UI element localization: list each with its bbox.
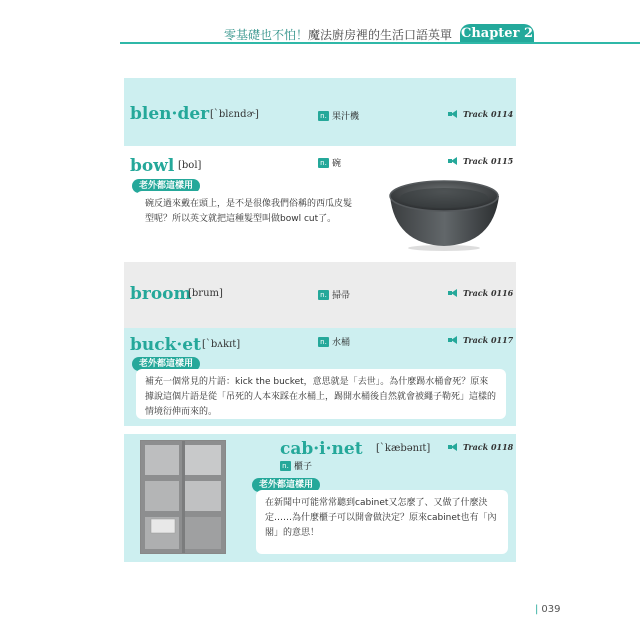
cabinet-image [140, 440, 226, 554]
track-label: Track 0115 [463, 156, 514, 166]
track-label: Track 0116 [463, 288, 514, 298]
usage-note-label: 老外都這樣用 [252, 478, 320, 492]
track-button[interactable] [448, 288, 513, 298]
header-divider [120, 42, 640, 44]
speaker-icon [448, 289, 461, 297]
chapter-tab: Chapter 2 [460, 24, 534, 44]
headword: bowl [130, 156, 175, 176]
headword: blen·der [130, 104, 210, 124]
headword: cab·i·net [280, 439, 363, 459]
track-label: Track 0117 [463, 335, 514, 345]
phonetic: [bol] [178, 160, 202, 171]
usage-note: 補充一個常見的片語：kick the bucket，意思就是「去世」。為什麼踢水桶會死？原來據說這個片語是從「吊死的人本來踩在水桶上，踢開水桶後自然就會被繩子勒死」這樣的情境衍伸而來的。 [136, 369, 506, 419]
speaker-icon [448, 443, 461, 451]
vocab-list [124, 78, 516, 562]
bowl-image [387, 178, 502, 252]
part-of-speech [318, 109, 359, 122]
meaning: 果汁機 [332, 112, 360, 122]
part-of-speech [280, 459, 312, 472]
track-button[interactable] [448, 109, 513, 119]
speaker-icon [448, 157, 461, 165]
part-of-speech [318, 335, 350, 348]
entry-blender [124, 78, 516, 146]
pos-badge: n. [280, 461, 291, 471]
pos-badge: n. [318, 290, 329, 300]
track-button[interactable] [448, 156, 513, 166]
track-label: Track 0118 [463, 442, 514, 452]
phonetic: [ˋbʌkɪt] [202, 339, 241, 350]
pos-badge: n. [318, 111, 329, 121]
track-button[interactable] [448, 442, 513, 452]
page-number [535, 604, 560, 615]
page-number-divider: | [535, 604, 539, 615]
pos-badge: n. [318, 158, 329, 168]
entry-broom [124, 262, 516, 328]
page-header [0, 0, 640, 48]
usage-note: 碗反過來戴在頭上，是不是很像我們俗稱的西瓜皮髮型呢？所以英文就把這種髮型叫做bowl cut了。 [136, 191, 368, 251]
phonetic: [ˋblɛndɚ] [210, 109, 259, 120]
page-number-value: 039 [541, 604, 561, 615]
usage-note-label: 老外都這樣用 [132, 357, 200, 371]
part-of-speech [318, 288, 350, 301]
meaning: 水桶 [332, 338, 351, 348]
speaker-icon [448, 110, 461, 118]
meaning: 掃帚 [332, 291, 351, 301]
book-title-prefix: 零基礎也不怕！ [223, 28, 308, 42]
book-title-main: 魔法廚房裡的生活口語英單 [307, 28, 452, 42]
part-of-speech [318, 156, 341, 169]
track-button[interactable] [448, 335, 513, 345]
book-title [224, 26, 452, 43]
meaning: 碗 [332, 159, 342, 169]
usage-note-label: 老外都這樣用 [132, 179, 200, 193]
meaning: 櫃子 [294, 462, 313, 472]
pos-badge: n. [318, 337, 329, 347]
phonetic: [brum] [188, 288, 223, 299]
entry-bucket [124, 328, 516, 426]
track-label: Track 0114 [463, 109, 514, 119]
phonetic: [ˋkæbənɪt] [376, 443, 431, 454]
headword: buck·et [130, 335, 201, 355]
headword: broom [130, 284, 192, 304]
speaker-icon [448, 336, 461, 344]
usage-note: 在新聞中可能常常聽到cabinet又怎麼了、又做了什麼決定……為什麼櫃子可以開會做決定？原來cabinet也有「內閣」的意思！ [256, 490, 508, 554]
